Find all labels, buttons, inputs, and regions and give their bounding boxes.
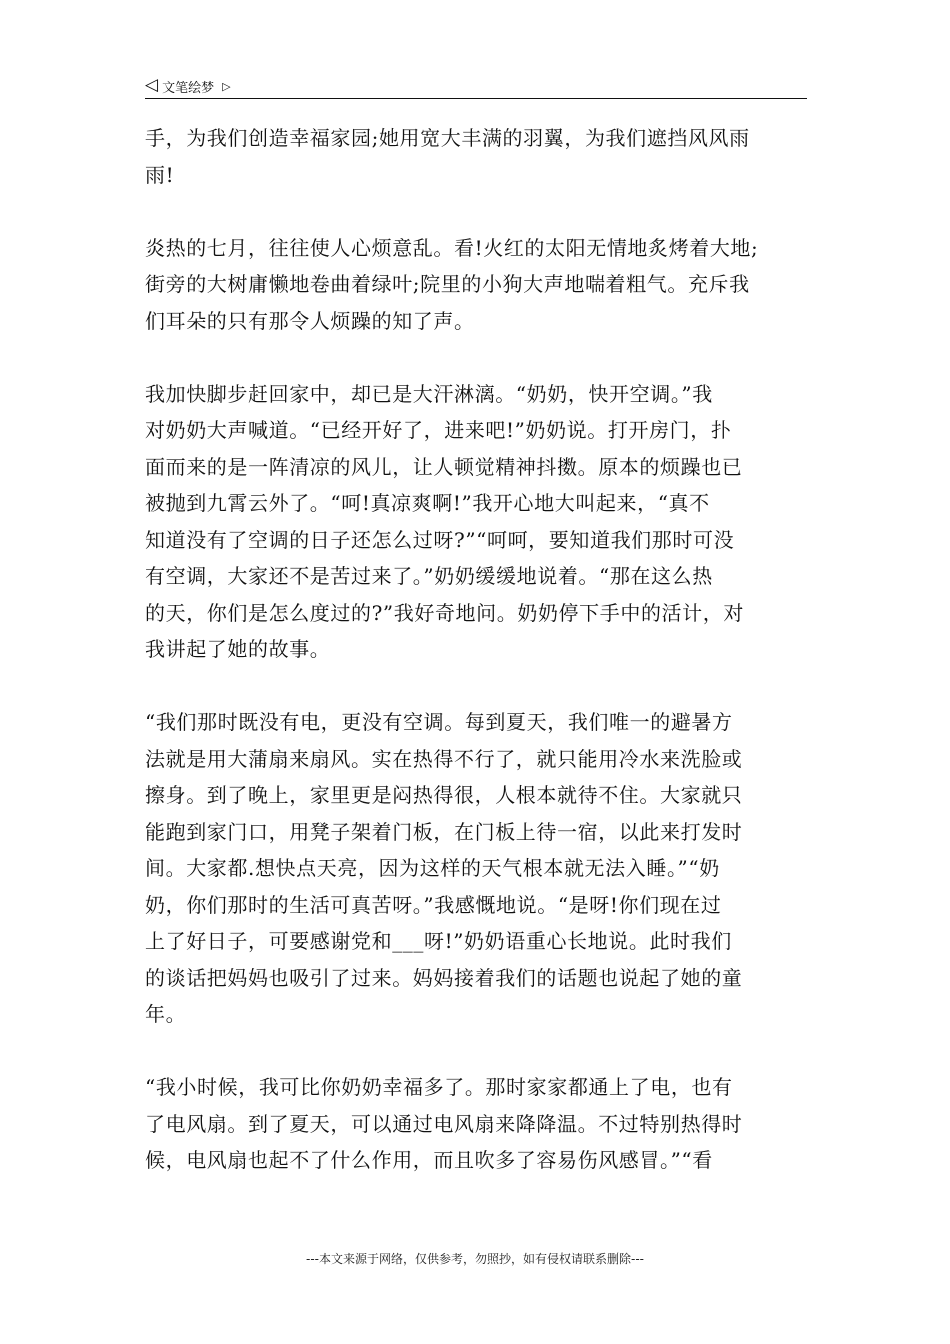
right-triangle-icon: ▷ xyxy=(222,79,231,93)
paragraph-4: “我们那时既没有电，更没有空调。每到夏天，我们唯一的避暑方 法就是用大蒲扇来扇风。实在热得不行了，就只能用冷水来洗脸或 擦身。到了晚上，家里更是闷热得很，人根本就待不住。大家就只 能跑到家门口，用凳子架着门板，在门板上待一宿，以此来打发时 间。大家都.想快点天亮，因为这样的天气根本就无法入睡。”“奶 奶，你们那时的生活可真苦呀。”我感慨地说。“是呀!你们现在过 上了好日子，可要感谢党和___呀!”奶奶语重心长地说。此时我们 的谈话把妈妈也吸引了过来。妈妈接着我们的话题也说起了她的童 年。 xyxy=(145,710,743,1026)
left-triangle-icon: ◁ xyxy=(145,74,159,95)
page-footer: ---本文来源于网络，仅供参考，勿照抄，如有侵权请联系删除--- xyxy=(306,1252,644,1266)
page-header xyxy=(145,74,807,98)
paragraph-1: 手，为我们创造幸福家园;她用宽大丰满的羽翼，为我们遮挡风风雨 雨! xyxy=(145,126,750,187)
paragraph-3: 我加快脚步赶回家中，却已是大汗淋漓。“奶奶，快开空调。”我 对奶奶大声喊道。“已经开好了，进来吧!”奶奶说。打开房门，扑 面而来的是一阵清凉的风儿，让人顿觉精神抖擞。原本的烦躁也已 被抛到九霄云外了。“呵!真凉爽啊!”我开心地大叫起来，“真不 知道没有了空调的日子还怎么过呀?”“呵呵，要知道我们那时可没 有空调，大家还不是苦过来了。”奶奶缓缓地说着。“那在这么热 的天，你们是怎么度过的?”我好奇地问。奶奶停下手中的活计，对 我讲起了她的故事。 xyxy=(145,381,744,661)
paragraph-2: 炎热的七月，往往使人心烦意乱。看!火红的太阳无情地炙烤着大地; 街旁的大树庸懒地卷曲着绿叶;院里的小狗大声地喘着粗气。充斥我 们耳朵的只有那令人烦躁的知了声。 xyxy=(145,235,759,333)
document-body xyxy=(145,120,809,1179)
paragraph-5: “我小时候，我可比你奶奶幸福多了。那时家家都通上了电，也有 了电风扇。到了夏天，可以通过电风扇来降降温。不过特别热得时 候，电风扇也起不了什么作用，而且吹多了容易伤风感冒。”“看 xyxy=(145,1075,743,1172)
header-divider xyxy=(145,98,807,99)
header-title: 文笔绘梦 xyxy=(162,80,215,96)
